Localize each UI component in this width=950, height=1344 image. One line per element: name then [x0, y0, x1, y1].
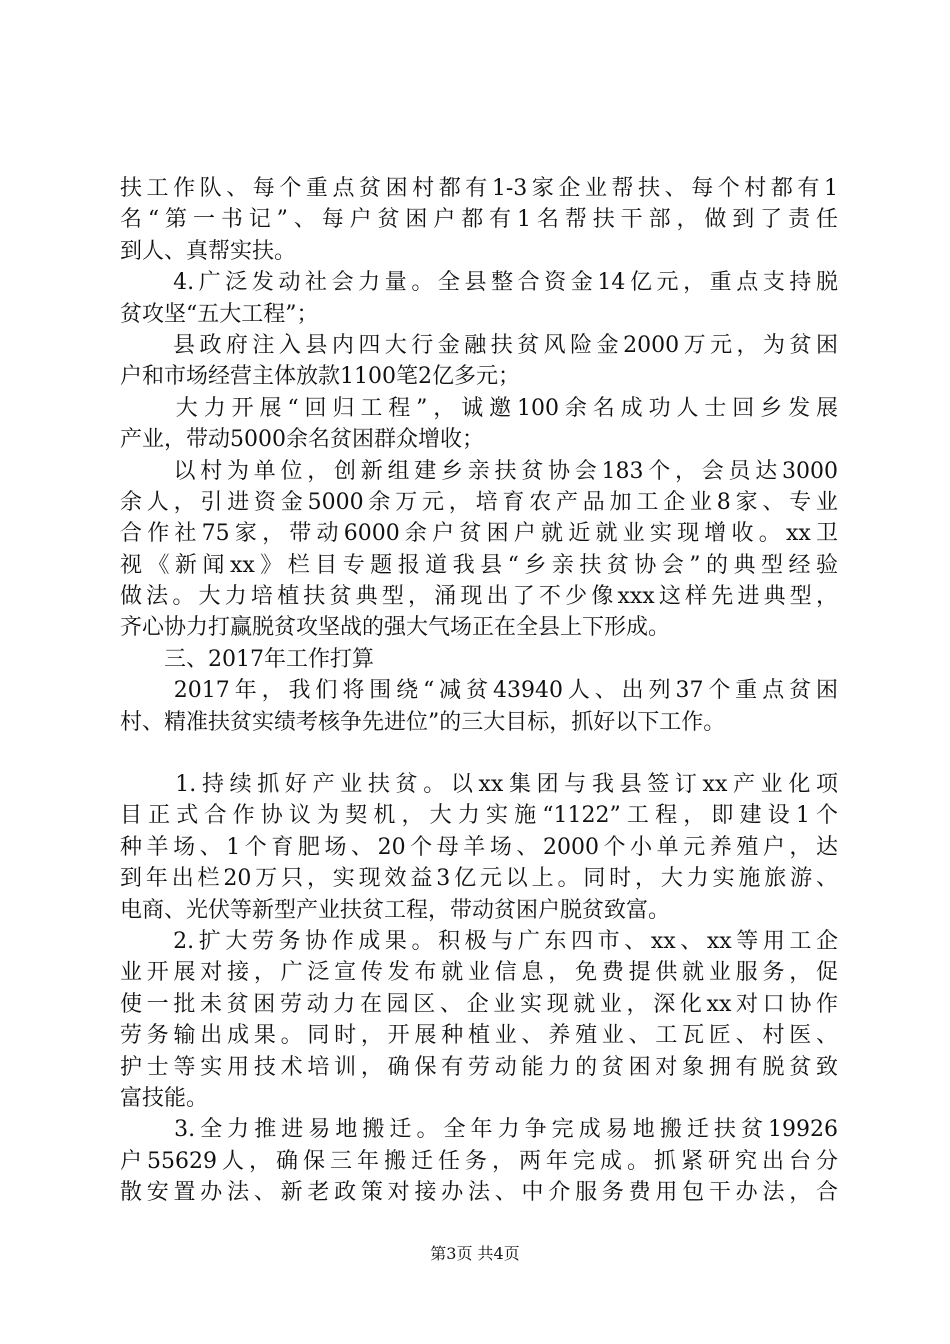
text-line: 3.全力推进易地搬迁。全年力争完成易地搬迁扶贫19926: [120, 1117, 838, 1143]
section-heading: 三、2017年工作打算: [120, 646, 374, 672]
text-line: 户和市场经营主体放款1100笔2亿多元；: [120, 364, 520, 390]
text-line: 目正式合作协议为契机，大力实施“1122”工程，即建设1个: [120, 803, 838, 829]
text-line: 到人、真帮实扶。: [120, 238, 297, 264]
text-line: 合作社75家，带动6000余户贫困户就近就业实现增收。xx卫: [120, 521, 838, 547]
text-line: 散安置办法、新老政策对接办法、中介服务费用包干办法，合: [120, 1180, 838, 1206]
text-line: 齐心协力打赢脱贫攻坚战的强大气场正在全县上下形成。: [120, 615, 671, 641]
text-line: 种羊场、1个育肥场、20个母羊场、2000个小单元养殖户，达: [120, 834, 838, 860]
text-line: 到年出栏20万只，实现效益3亿元以上。同时，大力实施旅游、: [120, 866, 838, 892]
page-number-footer: 第3页 共4页: [430, 1244, 520, 1263]
text-line: 视《新闻xx》栏目专题报道我县“乡亲扶贫协会”的典型经验: [120, 552, 838, 578]
text-line: 县政府注入县内四大行金融扶贫风险金2000万元，为贫困: [120, 332, 838, 358]
text-line: 户55629人，确保三年搬迁任务，两年完成。抓紧研究出台分: [120, 1148, 838, 1174]
text-line: 1.持续抓好产业扶贫。以xx集团与我县签订xx产业化项: [120, 772, 838, 798]
text-line: 名“第一书记”、每户贫困户都有1名帮扶干部，做到了责任: [120, 207, 838, 233]
text-line: 大力开展“回归工程”，诚邀100余名成功人士回乡发展: [120, 395, 838, 421]
text-line: 村、精准扶贫实绩考核争先进位”的三大目标，抓好以下工作。: [120, 709, 726, 735]
text-line: 做法。大力培植扶贫典型，涌现出了不少像xxx这样先进典型，: [120, 584, 838, 610]
text-line: 业开展对接，广泛宣传发布就业信息，免费提供就业服务，促: [120, 960, 838, 986]
text-line: 护士等实用技术培训，确保有劳动能力的贫困对象拥有脱贫致: [120, 1054, 838, 1080]
text-line: 余人，引进资金5000余万元，培育农产品加工企业8家、专业: [120, 489, 838, 515]
text-line: 4.广泛发动社会力量。全县整合资金14亿元，重点支持脱: [120, 270, 838, 296]
text-line: 2017年，我们将围绕“减贫43940人、出列37个重点贫困: [120, 678, 838, 704]
text-line: 使一批未贫困劳动力在园区、企业实现就业，深化xx对口协作: [120, 991, 838, 1017]
text-line: 富技能。: [120, 1085, 209, 1111]
document-body: [120, 173, 838, 1209]
text-line: 贫攻坚“五大工程”；: [120, 301, 319, 327]
text-line: 扶工作队、每个重点贫困村都有1-3家企业帮扶、每个村都有1: [120, 176, 838, 201]
text-line: 劳务输出成果。同时，开展种植业、养殖业、工瓦匠、村医、: [120, 1023, 838, 1049]
text-line: 产业，带动5000余名贫困群众增收；: [120, 427, 484, 453]
text-line: 以村为单位，创新组建乡亲扶贫协会183个，会员达3000: [120, 458, 838, 484]
text-line: 2.扩大劳务协作成果。积极与广东四市、xx、xx等用工企: [120, 928, 838, 954]
text-line: 电商、光伏等新型产业扶贫工程，带动贫困户脱贫致富。: [120, 897, 671, 923]
blank-line: [120, 738, 838, 769]
